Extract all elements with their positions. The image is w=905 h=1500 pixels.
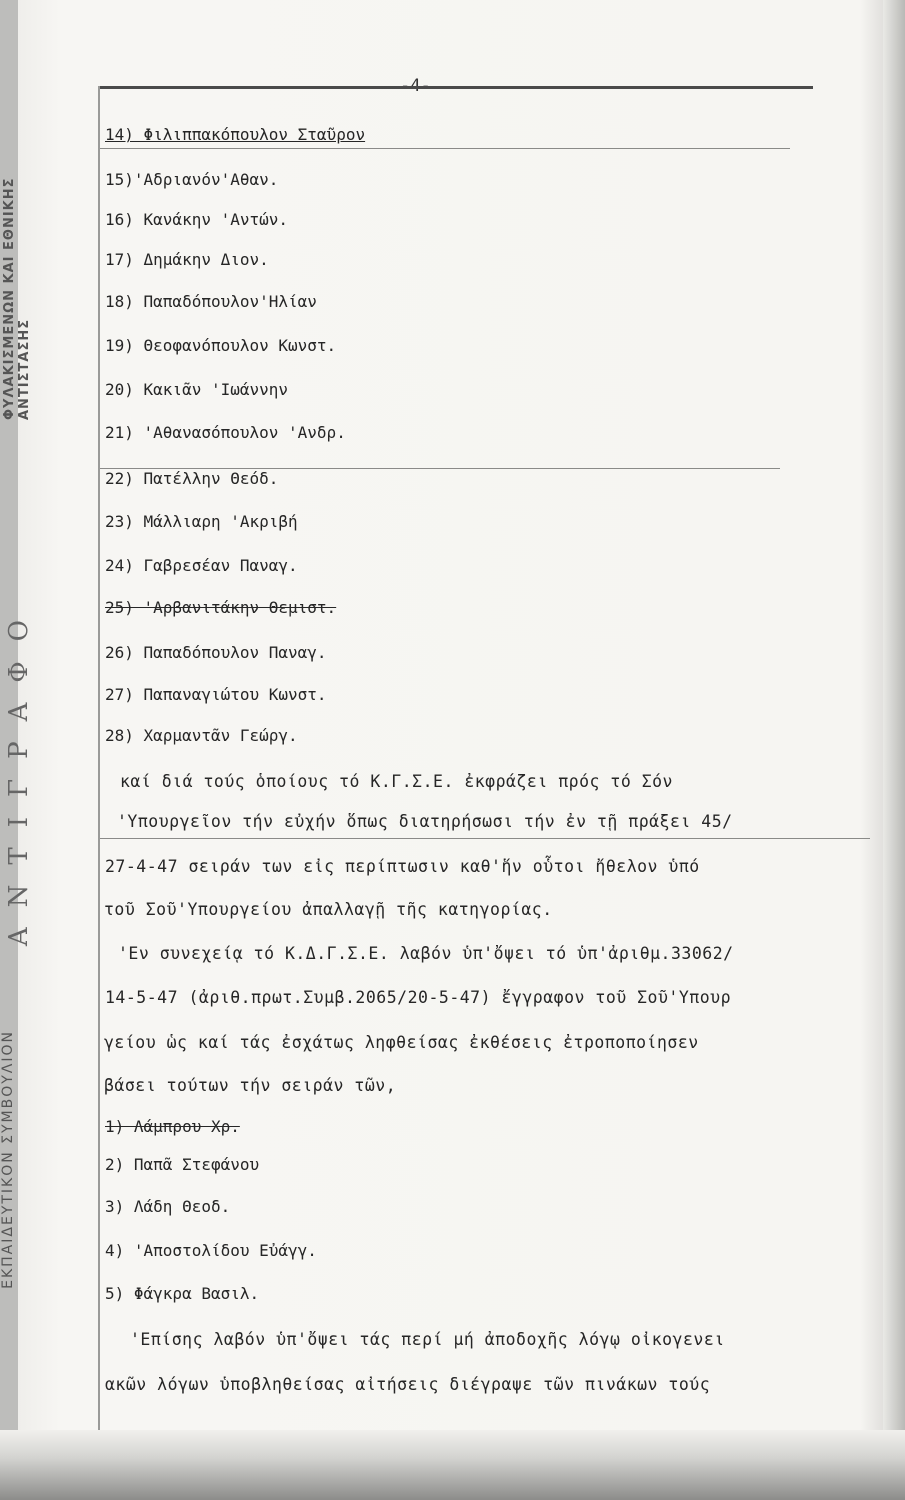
list-a-item: 25) 'Αρβανιτάκην Θεμιστ.	[105, 598, 337, 617]
list-a-item: 15)'Αδριανόν'Αθαν.	[105, 170, 279, 189]
list-a-item: 23) Μάλλιαρη 'Ακριβή	[105, 512, 298, 531]
paragraph-1-line: 'Υπουργεῖον τήν εὐχήν ὅπως διατηρήσωσι τήν ἐν τῇ πράξει 45/	[117, 812, 733, 831]
left-margin-rule	[98, 86, 100, 1456]
paragraph-3-line: ακῶν λόγων ὑποβληθείσας αἰτήσεις διέγραψε τῶν πινάκων τούς	[105, 1375, 711, 1394]
margin-stamp-top: ΦΥΛΑΚΙΣΜΕΝΩΝ ΚΑΙ ΕΘΝΙΚΗΣ ΑΝΤΙΣΤΑΣΗΣ	[2, 177, 32, 420]
list-a-item: 17) Δημάκην Διον.	[105, 250, 269, 269]
top-rule	[98, 86, 813, 89]
paragraph-2-line: 'Εν συνεχείᾳ τό Κ.Δ.Γ.Σ.Ε. λαβόν ὑπ'ὄψει τό ὑπ'ἀριθμ.33062/	[118, 944, 734, 963]
list-a-item: 18) Παπαδόπουλον'Ηλίαν	[105, 292, 317, 311]
list-a-item: 20) Κακιᾶν 'Ιωάννην	[105, 380, 289, 399]
list-b-item: 5) Φάγκρα Βασιλ.	[105, 1284, 260, 1303]
margin-stamp-big: ΑΝΤΙΓΡΑΦΟ	[4, 600, 34, 947]
list-a-item: 16) Κανάκην 'Αντών.	[105, 210, 289, 229]
list-b-item: 2) Παπᾶ Στεφάνου	[105, 1155, 260, 1174]
list-a-item: 27) Παπαναγιώτου Κωνστ.	[105, 685, 327, 704]
paragraph-3-line: 'Επίσης λαβόν ὑπ'ὄψει τάς περί μή ἀποδοχῆς λόγῳ οἰκογενει	[130, 1330, 725, 1349]
scan-bottom-edge	[0, 1430, 905, 1500]
paragraph-1-line: τοῦ Σοῦ'Υπουργείου ἀπαλλαγῇ τῆς κατηγορίας.	[104, 900, 553, 919]
paragraph-2-line: γείου ὡς καί τάς ἐσχάτως ληφθείσας ἐκθέσεις ἐτροποποίησεν	[104, 1033, 699, 1052]
list-a-item: 24) Γαβρεσέαν Παναγ.	[105, 556, 298, 575]
list-a-item: 26) Παπαδόπουλον Παναγ.	[105, 643, 327, 662]
list-b-item: 4) 'Αποστολίδου Εὐάγγ.	[105, 1241, 317, 1260]
list-a-item: 21) 'Αθανασόπουλον 'Ανδρ.	[105, 423, 346, 442]
divider	[100, 838, 870, 839]
paragraph-2-line: βάσει τούτων τήν σειράν τῶν,	[104, 1076, 397, 1095]
list-a-item: 28) Χαρμαντᾶν Γεώργ.	[105, 726, 298, 745]
list-b-item: 3) Λάδη Θεοδ.	[105, 1197, 231, 1216]
paragraph-1-line: 27-4-47 σειράν των εἰς περίπτωσιν καθ'ἥν οὗτοι ἤθελον ὑπό	[105, 857, 700, 876]
paragraph-2-line: 14-5-47 (ἀριθ.πρωτ.Συμβ.2065/20-5-47) ἔγγραφον τοῦ Σοῦ'Υπουρ	[105, 988, 732, 1007]
list-a-item: 22) Πατέλλην Θεόδ.	[105, 469, 279, 488]
divider	[100, 148, 790, 149]
list-a-item: 19) Θεοφανόπουλον Κωνστ.	[105, 336, 337, 355]
margin-stamp-bottom: ΕΚΠΑΙΔΕΥΤΙΚΟΝ ΣΥΜΒΟΥΛΙΟΝ	[0, 1030, 16, 1289]
scan-right-edge	[883, 0, 905, 1500]
list-b-item: 1) Λάμπρου Χρ.	[105, 1117, 240, 1136]
paragraph-1-line: καί διά τούς ὁποίους τό Κ.Γ.Σ.Ε. ἐκφράζει πρός τό Σόν	[120, 772, 673, 791]
list-a-item: 14) Φιλιππακόπουλον Σταῦρον	[105, 125, 366, 144]
